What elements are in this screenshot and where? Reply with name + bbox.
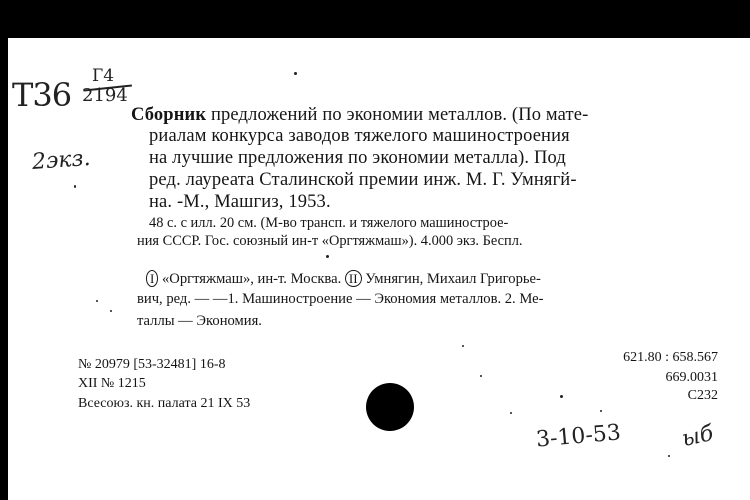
registration-number: № 20979 [53-32481] 16-8 bbox=[78, 357, 226, 372]
subject-line-1-part-2: Умнягин, Михаил Григорье- bbox=[361, 271, 541, 287]
shelfmark-fraction-top: Г4 bbox=[92, 66, 115, 86]
scan-speck bbox=[462, 345, 464, 347]
classification-2: 669.0031 bbox=[665, 370, 718, 385]
punch-hole bbox=[366, 383, 414, 431]
shelfmark-main: T36 bbox=[12, 76, 72, 114]
handwritten-initials: ыб bbox=[679, 421, 716, 452]
classification-3: C232 bbox=[687, 388, 718, 403]
subject-line-1 bbox=[146, 270, 541, 288]
marker-1: I bbox=[146, 270, 158, 287]
registration-series: XII № 1215 bbox=[78, 376, 146, 391]
classification-1: 621.80 : 658.567 bbox=[623, 350, 718, 365]
scan-speck bbox=[510, 412, 512, 414]
title-line-1-text: предложений по экономии металлов. (По мате- bbox=[206, 105, 589, 125]
scan-speck bbox=[96, 300, 98, 302]
handwritten-copies-note: 2экз. bbox=[31, 145, 92, 176]
subject-line-1-part-1: «Оргтяжмаш», ин-т. Москва. bbox=[158, 271, 345, 287]
title-lead-word: Сборник bbox=[131, 105, 207, 125]
title-line-2: риалам конкурса заводов тяжелого машиностроения bbox=[149, 126, 570, 146]
shelfmark-fraction-bottom: 2194 bbox=[82, 85, 128, 106]
description-line-1: 48 с. с илл. 20 см. (М-во трансп. и тяжелого машинострое- bbox=[149, 215, 509, 231]
registration-chamber: Всесоюз. кн. палата 21 IX 53 bbox=[78, 396, 251, 411]
scan-speck bbox=[668, 455, 670, 457]
scan-speck bbox=[480, 375, 482, 377]
scan-speck bbox=[326, 255, 329, 258]
scan-speck bbox=[294, 72, 297, 75]
title-line-4: ред. лауреата Сталинской премии инж. М. Г. Умнягй- bbox=[149, 170, 577, 190]
subject-line-3: таллы — Экономия. bbox=[137, 313, 262, 329]
subject-line-2: вич, ред. — —1. Машиностроение — Экономия металлов. 2. Ме- bbox=[137, 291, 544, 307]
scan-speck bbox=[560, 395, 563, 398]
title-line-5: на. -М., Машгиз, 1953. bbox=[149, 192, 331, 212]
marker-2: II bbox=[345, 270, 362, 287]
scan-speck bbox=[600, 410, 602, 412]
scan-speck bbox=[74, 185, 76, 188]
handwritten-date: 3-10-53 bbox=[535, 420, 622, 453]
title-line-3: на лучшие предложения по экономии металла). Под bbox=[149, 148, 566, 168]
scan-speck bbox=[110, 310, 112, 312]
description-line-2: ния СССР. Гос. союзный ин-т «Оргтяжмаш»). 4.000 экз. Беспл. bbox=[137, 233, 523, 249]
title-line-1 bbox=[131, 105, 588, 126]
